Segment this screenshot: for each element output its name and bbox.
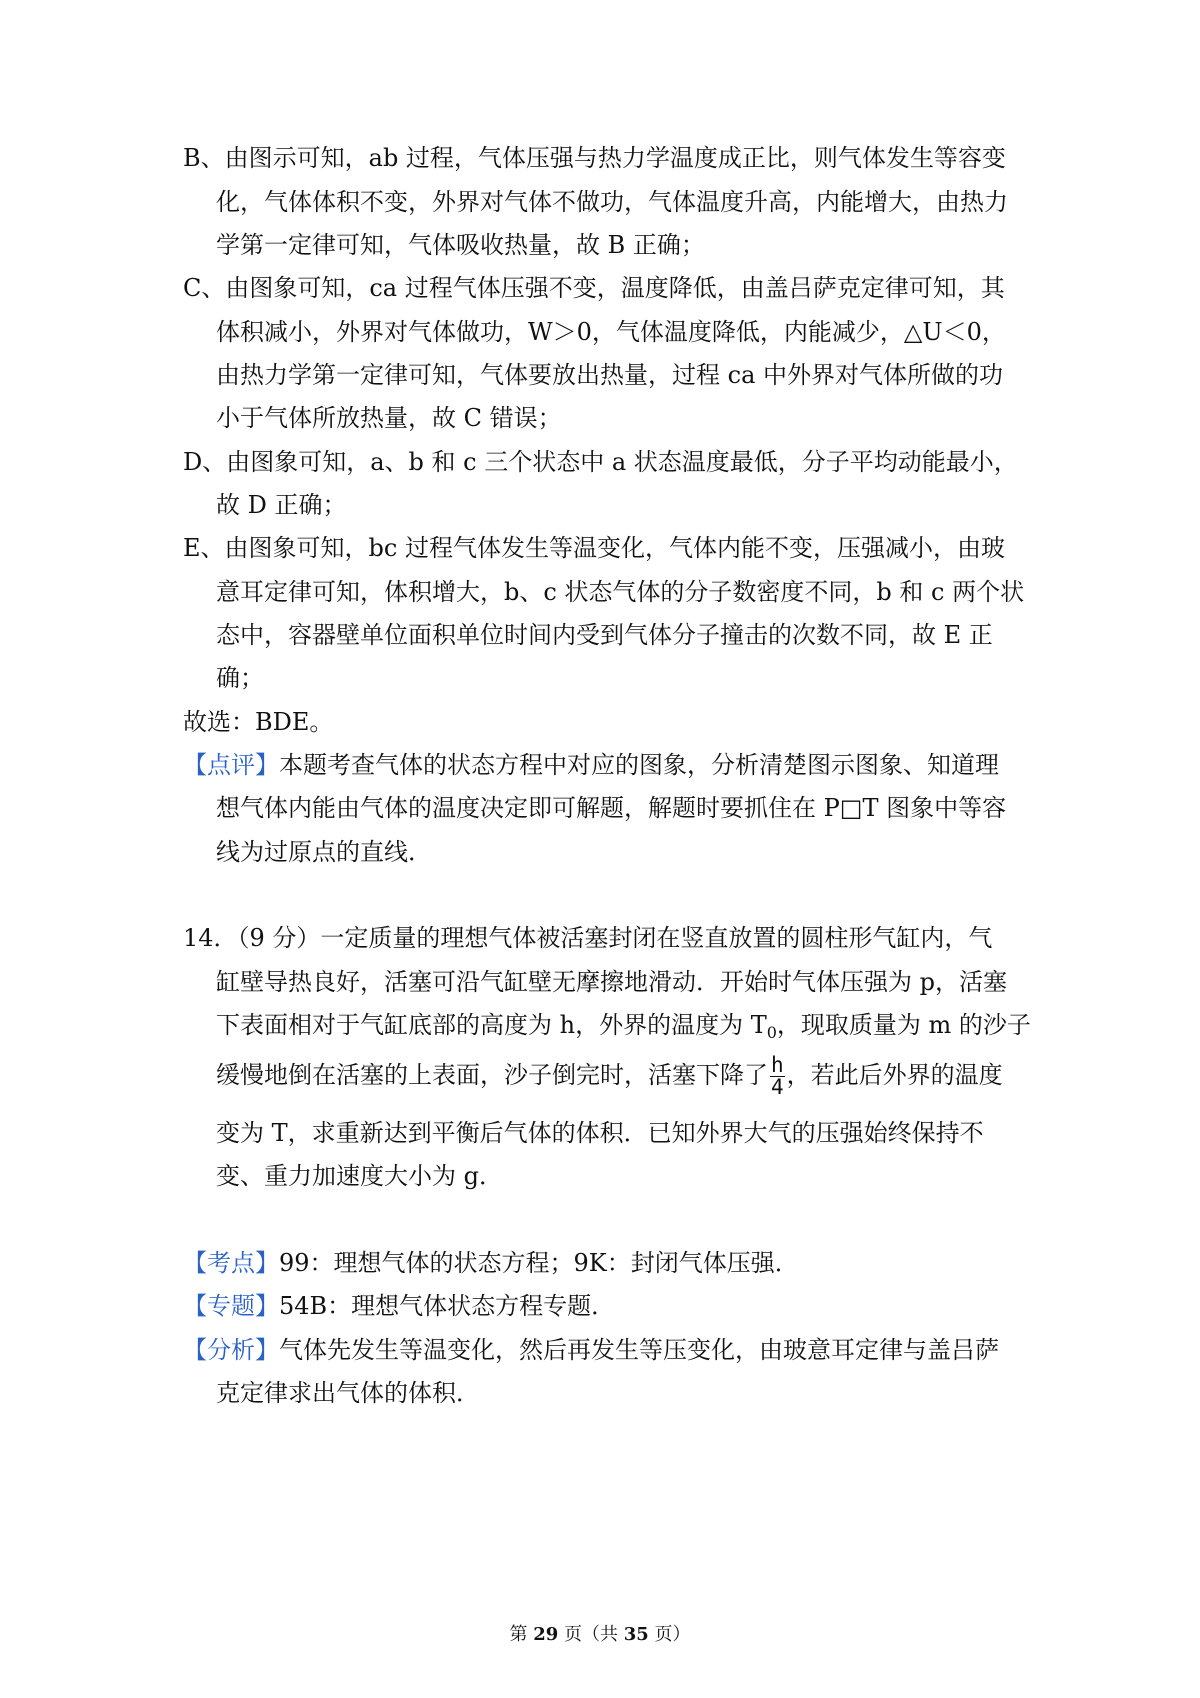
h-over-4-fraction	[770, 1055, 785, 1098]
footer-total-pages: 35	[623, 1624, 649, 1645]
fraction-numerator: h	[771, 1053, 784, 1077]
review-line-3: 线为过原点的直线．	[216, 838, 432, 866]
question-14-line-2: 缸壁导热良好，活塞可沿气缸壁无摩擦地滑动．开始时气体压强为 p，活塞	[216, 968, 1007, 996]
option-c-line-1: C、由图象可知，ca 过程气体压强不变，温度降低，由盖吕萨克定律可知，其	[183, 274, 1005, 302]
option-e-line-1: E、由图象可知，bc 过程气体发生等温变化，气体内能不变，压强减小，由玻	[183, 534, 1005, 562]
question-14-text-3a: 下表面相对于气缸底部的高度为 h，外界的温度为 T	[216, 1011, 767, 1039]
question-14-line-4	[216, 1055, 1003, 1098]
option-b-line-3: 学第一定律可知，气体吸收热量，故 B 正确；	[216, 231, 705, 259]
option-d-line-2: 故 D 正确；	[216, 491, 347, 519]
footer-suffix: 页）	[648, 1624, 691, 1645]
review-text-1: 本题考查气体的状态方程中对应的图象，分析清楚图示图象、知道理	[279, 751, 999, 779]
point-line	[183, 1247, 799, 1279]
question-14-text-3b: ，现取质量为 m 的沙子	[776, 1011, 1031, 1039]
review-line-2: 想气体内能由气体的温度决定即可解题，解题时要抓住在 P□T 图象中等容	[216, 794, 1007, 822]
question-14-line-3	[216, 1009, 1031, 1041]
review-line-1	[183, 749, 999, 781]
question-14-text-4b: ，若此后外界的温度	[786, 1061, 1003, 1089]
t0-subscript: 0	[766, 1023, 777, 1042]
page-footer	[0, 1623, 1200, 1647]
analysis-tag: 【分析】	[183, 1336, 279, 1364]
option-d-line-1: D、由图象可知，a、b 和 c 三个状态中 a 状态温度最低，分子平均动能最小，	[183, 448, 1018, 476]
footer-page-number: 29	[533, 1624, 559, 1645]
question-14-text-4a: 缓慢地倒在活塞的上表面，沙子倒完时，活塞下降了	[216, 1061, 768, 1089]
option-e-line-2: 意耳定律可知，体积增大，b、c 状态气体的分子数密度不同，b 和 c 两个状	[216, 578, 1025, 606]
option-c-line-3: 由热力学第一定律可知，气体要放出热量，过程 ca 中外界对气体所做的功	[216, 361, 1004, 389]
review-tag: 【点评】	[183, 751, 279, 779]
option-b-line-1: B、由图示可知，ab 过程，气体压强与热力学温度成正比，则气体发生等容变	[183, 144, 1006, 172]
footer-prefix: 第	[509, 1624, 534, 1645]
option-c-line-2: 体积减小，外界对气体做功，W＞0，气体温度降低，内能减少，△U＜0，	[216, 318, 1006, 346]
point-tag: 【考点】	[183, 1249, 279, 1277]
point-text: 99：理想气体的状态方程；9K：封闭气体压强．	[279, 1249, 799, 1277]
option-c-line-4: 小于气体所放热量，故 C 错误；	[216, 404, 562, 432]
topic-tag: 【专题】	[183, 1292, 279, 1320]
option-b-line-2: 化，气体体积不变，外界对气体不做功，气体温度升高，内能增大，由热力	[216, 188, 1008, 216]
footer-middle: 页（共	[558, 1624, 624, 1645]
option-e-line-4: 确；	[216, 664, 264, 692]
option-e-line-3: 态中，容器壁单位面积单位时间内受到气体分子撞击的次数不同，故 E 正	[216, 621, 993, 649]
analysis-line-2: 克定律求出气体的体积．	[216, 1379, 480, 1407]
topic-line	[183, 1290, 615, 1322]
topic-text: 54B：理想气体状态方程专题．	[279, 1292, 616, 1320]
question-14-line-1: 14．（9 分）一定质量的理想气体被活塞封闭在竖直放置的圆柱形气缸内，气	[183, 924, 993, 952]
answer-line: 故选：BDE。	[183, 708, 334, 736]
analysis-text-1: 气体先发生等温变化，然后再发生等压变化，由玻意耳定律与盖吕萨	[279, 1336, 999, 1364]
analysis-line-1	[183, 1334, 999, 1366]
question-14-line-6: 变、重力加速度大小为 g．	[216, 1162, 503, 1190]
question-14-line-5: 变为 T，求重新达到平衡后气体的体积．已知外界大气的压强始终保持不	[216, 1119, 984, 1147]
fraction-denominator: 4	[771, 1075, 784, 1099]
